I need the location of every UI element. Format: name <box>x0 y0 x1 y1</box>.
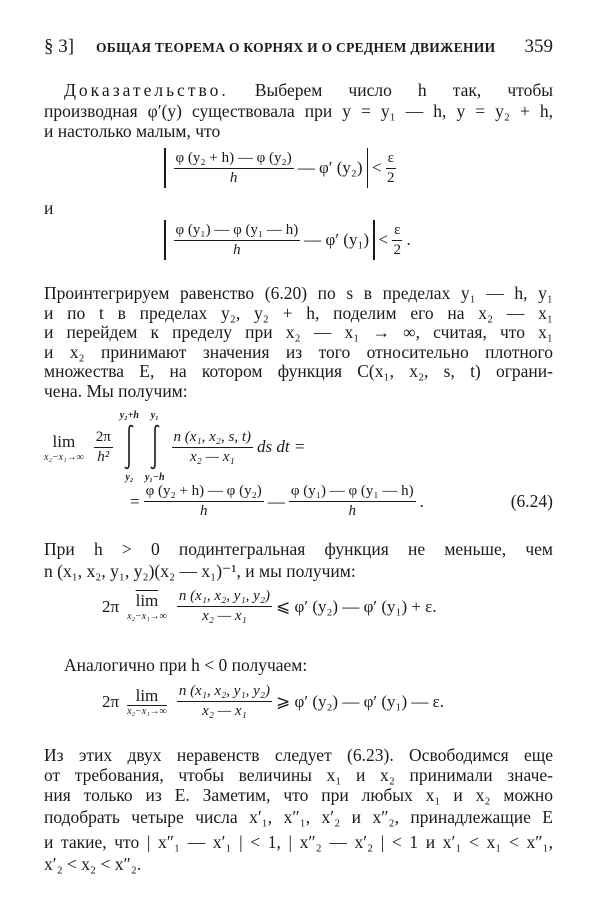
text-line: ния только из E. Заметим, что при любых x₁ и x₂ можно <box>44 785 553 805</box>
numerator: φ (y₂ + h) — φ (y₂) <box>144 483 264 502</box>
period: . <box>406 230 411 249</box>
equation-3-line-1 <box>44 410 305 484</box>
text-line: подобрать четыре числа x′₁, x″₁, x′₂ и x″₂, принадлежащие E <box>44 807 553 827</box>
denominator: h <box>229 169 238 186</box>
lim-label: lim <box>135 686 159 705</box>
abs-bar <box>164 148 166 188</box>
fraction <box>177 683 272 720</box>
text-line: чена. Мы получим: <box>44 381 188 401</box>
eq-rhs: ⩾ φ′ (y₂) — φ′ (y₁) — ε. <box>276 691 444 711</box>
numerator: φ (y₁) — φ (y₁ — h) <box>289 483 416 502</box>
numerator: φ (y₂ + h) — φ (y₂) <box>174 150 294 169</box>
upper-limit: y₂+h <box>119 410 139 421</box>
equation-4 <box>102 588 437 625</box>
text-line: множества E, на котором функция C(x₁, x₂, s, t) ограни- <box>44 361 553 381</box>
integral-2 <box>145 410 165 484</box>
liminf <box>127 686 167 717</box>
text-line: n (x₁, x₂, y₁, y₂)(x₂ — x₁)⁻¹, и мы получим: <box>44 561 356 581</box>
lim-subscript: x₂−x₁→∞ <box>44 451 84 463</box>
period: . <box>419 491 424 511</box>
integral-sign-icon <box>122 424 136 470</box>
text-line: x′₂ < x₂ < x″₂. <box>44 854 142 874</box>
eq-term: — φ′ (y₁) <box>304 230 370 249</box>
numerator: ε <box>392 222 402 241</box>
coefficient-fraction <box>94 429 113 466</box>
denominator: 2 <box>393 241 402 258</box>
fraction <box>289 483 416 520</box>
fraction <box>177 588 272 625</box>
denominator: 2 <box>387 169 395 186</box>
text-span: Выберем число h так, чтобы <box>254 80 554 100</box>
equals: = <box>130 491 140 511</box>
page-number: 359 <box>524 36 553 57</box>
text-line: и по t в пределах y₂, y₂ + h, поделим его на x₂ — x₁ <box>44 303 553 323</box>
fraction <box>392 222 402 259</box>
lim-label: $\overline{lim}$ <box>135 591 159 610</box>
abs-bar <box>373 220 375 260</box>
numerator: n (x₁, x₂, y₁, y₂) <box>177 683 272 702</box>
denominator: h <box>348 503 356 519</box>
text-line: Проинтегрируем равенство (6.20) по s в пределах y₁ — h, y₁ <box>44 283 553 303</box>
denominator: x₂ — x₁ <box>202 703 247 719</box>
denominator: h <box>199 503 208 519</box>
minus: — <box>267 491 285 511</box>
lower-limit: y₁−h <box>144 472 165 483</box>
upper-limit: y₁ <box>150 410 159 421</box>
numerator: ε <box>386 150 396 169</box>
fraction <box>144 483 264 520</box>
text-line: и перейдем к пределу при x₂ — x₁ → ∞, считая, что x₁ <box>44 322 553 342</box>
text-line: и такие, что | x″₁ — x′₁ | < 1, | x″₂ — x′₂ | < 1 и x′₁ < x₁ < x″₁, <box>44 832 553 852</box>
text-line: от требования, чтобы величины x₁ и x₂ принимали значе- <box>44 765 553 785</box>
eq-rhs: ⩽ φ′ (y₂) — φ′ (y₁) + ε. <box>276 596 437 616</box>
relation: < <box>372 158 382 177</box>
fraction <box>386 150 396 187</box>
fraction <box>172 429 254 466</box>
text-line: и настолько малым, что <box>44 121 221 141</box>
text-line: и x₂ принимают значения из того относительно плотного <box>44 342 553 362</box>
fraction <box>174 222 301 259</box>
text-line <box>64 80 553 100</box>
text-line: и <box>44 198 54 218</box>
limsup <box>127 591 167 622</box>
coefficient: 2π <box>102 596 120 616</box>
relation: < <box>378 230 389 249</box>
equation-2 <box>160 220 411 260</box>
integral-sign-icon <box>148 424 162 470</box>
numerator: φ (y₁) — φ (y₁ — h) <box>174 222 301 241</box>
section-marker: § 3] <box>44 36 75 57</box>
numerator: n (x₁, x₂, s, t) <box>172 429 254 448</box>
coefficient: 2π <box>102 691 120 711</box>
text-line: Из этих двух неравенств следует (6.23). Освободимся еще <box>44 745 553 765</box>
denominator: x₂ — x₁ <box>202 608 247 624</box>
equation-number: (6.24) <box>510 491 553 511</box>
equation-3-line-2 <box>130 483 424 520</box>
numerator: n (x₁, x₂, y₁, y₂) <box>177 588 272 607</box>
numerator: 2π <box>94 429 113 448</box>
lower-limit: y₂ <box>125 472 134 483</box>
abs-bar <box>164 220 166 260</box>
integral-1 <box>120 410 139 484</box>
equation-1 <box>160 148 400 188</box>
denominator: x₂ — x₁ <box>189 448 235 465</box>
limit <box>44 432 84 463</box>
denominator: h <box>233 241 241 258</box>
text-line: При h > 0 подинтегральная функция не меньше, чем <box>44 539 553 559</box>
proof-lead: Доказательство. <box>64 80 229 100</box>
lim-subscript: x₂−x₁→∞ <box>127 611 167 622</box>
equation-5 <box>102 683 444 720</box>
denominator: h² <box>97 448 110 465</box>
lim-subscript: x₂−x₁→∞ <box>127 706 167 717</box>
fraction <box>174 150 294 187</box>
text-line: производная φ′(y) существовала при y = y₁ — h, y = y₂ + h, <box>44 101 553 121</box>
lim-label: lim <box>52 431 76 451</box>
text-line: Аналогично при h < 0 получаем: <box>64 655 308 675</box>
running-header <box>44 36 553 60</box>
abs-bar <box>367 148 369 188</box>
eq-term: ds dt = <box>257 437 306 456</box>
eq-term: — φ′ (y₂) <box>297 158 363 177</box>
chapter-title: ОБЩАЯ ТЕОРЕМА О КОРНЯХ И О СРЕДНЕМ ДВИЖЕНИИ <box>96 40 496 55</box>
